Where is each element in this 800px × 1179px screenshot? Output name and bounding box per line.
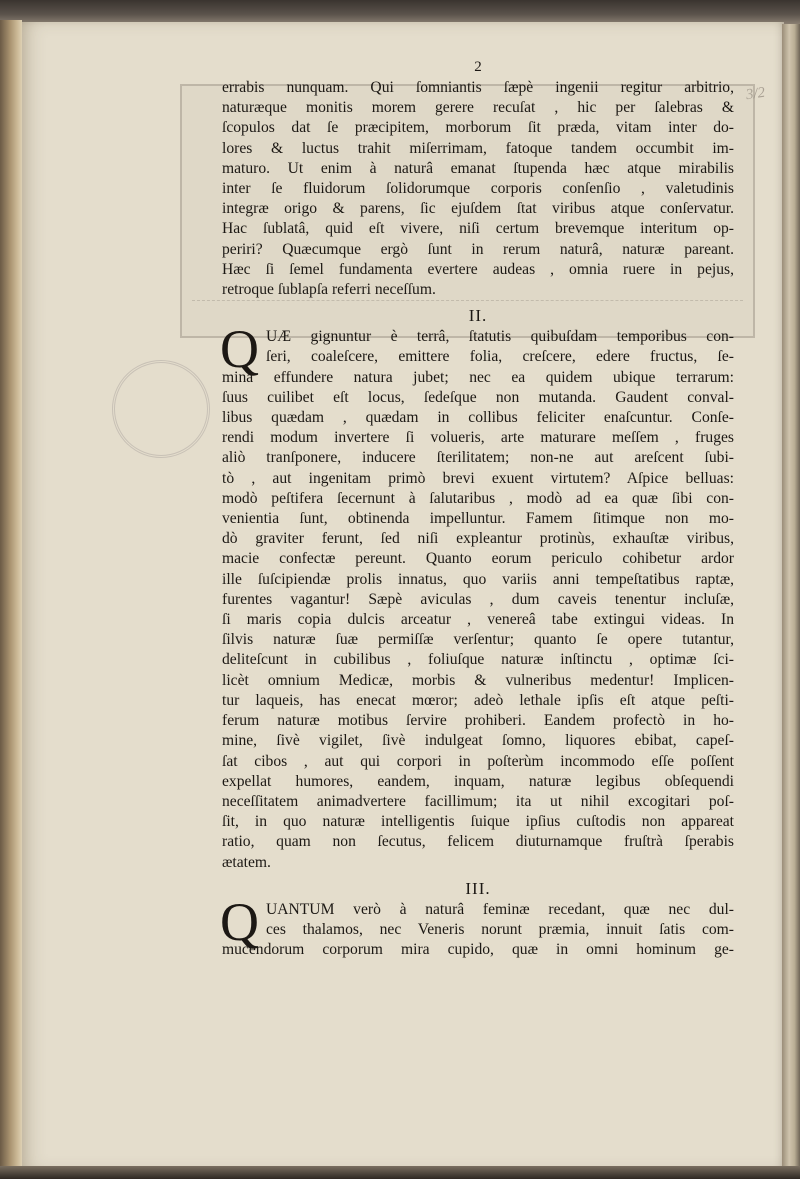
text-line: ratio, quam non ſecutus, felicem diuturnamque fruſtrà ſperabis	[222, 833, 734, 851]
text-line: mucendorum corporum mira cupido, quæ in omni hominum ge-	[222, 941, 734, 959]
text-line: UÆ gignuntur è terrâ, ſtatutis quibuſdam temporibus con-	[266, 328, 734, 346]
text-line: ſilvis naturæ ſuæ permiſſæ verſentur; quanto ſe opere tutantur,	[222, 631, 734, 649]
text-line: ille ſuſcipiendæ prolis innatus, quo variis anni tempeſtatibus raptæ,	[222, 570, 734, 588]
text-line: naturæque monitis morem gerere recuſat , hic per ſalebras &	[222, 99, 734, 117]
text-line: ætatem.	[222, 853, 271, 871]
text-line: deliteſcunt in cubilibus , foliuſque naturæ inſtinctu , optimæ ſci-	[222, 651, 734, 669]
text-line: rendi modum invertere ſi volueris, arte maturare meſſem , fruges	[222, 429, 734, 447]
text-line: libus quædam , quædam in collibus feliciter enaſcuntur. Conſe-	[222, 409, 734, 427]
text-line: inter ſe fluidorum ſolidorumque corporis conſenſio , valetudinis	[222, 180, 734, 198]
text-line: furentes vagantur! Sæpè aviculas , dum caveis tenentur incluſæ,	[222, 590, 734, 608]
text-block	[222, 58, 734, 960]
paragraph	[220, 319, 734, 872]
text-line: retroque ſublapſa referri neceſſum.	[222, 281, 436, 299]
text-line: maturo. Ut enim à naturâ emanat ſtupenda hæc atque mirabilis	[222, 159, 734, 177]
page-number: 2	[474, 59, 482, 75]
paragraph	[220, 891, 734, 961]
text-line: Hac ſublatâ, quid eſt vivere, niſi certum brevemque interitum op-	[222, 220, 734, 238]
text-line: integræ origo & parens, ſic ejuſdem ſtat viribus atque conſervatur.	[222, 200, 734, 218]
text-line: periri? Quæcumque ergò ſunt in rerum naturâ, naturæ pareant.	[222, 240, 734, 258]
text-line: aliò tranſponere, inducere ſterilitatem; non-ne aut areſcent ſubi-	[222, 449, 734, 467]
text-line: ſi maris copia dulcis arceatur , venereâ tabe extingui videas. In	[222, 611, 734, 629]
text-line: Hæc ſi ſemel fundamenta evertere audeas , omnia ruere in pejus,	[222, 260, 734, 278]
text-line: licèt omnium Medicæ, morbis & vulneribus medentur! Implicen-	[222, 671, 734, 689]
text-line: neceſſitatem animadvertere facillimum; ita ut nihil excogitari poſ-	[222, 792, 734, 810]
text-line: dò graviter ferunt, ſed niſi expleantur protinùs, exhauſtæ viribus,	[222, 530, 734, 548]
drop-cap: Q	[220, 319, 259, 380]
text-line: ces thalamos, nec Veneris norunt præmia, innuit ſatis com-	[266, 920, 734, 938]
text-line: UANTUM verò à naturâ feminæ recedant, quæ nec dul-	[266, 900, 734, 918]
text-line: errabis nunquam. Qui ſomniantis ſæpè ingenii regitur arbitrio,	[222, 79, 734, 96]
text-line: macie confectæ pereunt. Quanto eorum periculo cohibetur ardor	[222, 550, 734, 568]
section-heading: III.	[465, 878, 491, 898]
text-line: ſeri, coaleſcere, emittere folia, creſcere, edere fructus, ſe-	[266, 348, 734, 366]
text-line: expellat humores, eandem, inquam, naturæ legibus obſequendi	[222, 772, 734, 790]
margin-note: 3/2	[744, 84, 767, 104]
content	[222, 78, 734, 960]
text-line: ſcopulos dat ſe præcipitem, morborum ſit præda, vitam inter do-	[222, 119, 734, 137]
text-line: modò peſtifera ſecernunt à ſalutaribus , modò ad ea quæ ſibi con-	[222, 489, 734, 507]
text-line: ferum naturæ motibus ſervire prohiberi. Eandem profectò in ho-	[222, 712, 734, 730]
text-line: lores & luctus trahit miſerrimam, fatoque tandem occumbit im-	[222, 139, 734, 157]
paragraph	[222, 78, 734, 300]
book-binding	[0, 20, 22, 1179]
text-line: tò , aut ingenitam primò brevi exuent virtutem? Aſpice belluas:	[222, 469, 734, 487]
book-bottom-edge	[0, 1166, 800, 1179]
book-fore-edge	[782, 24, 800, 1179]
text-line: tur laqueis, has enecat mœror; adeò lethale ipſis eſt atque peſti-	[222, 691, 734, 709]
text-line: ſuus cuilibet eſt locus, ſedeſque non mutanda. Gaudent conval-	[222, 388, 734, 406]
book-top-edge	[0, 0, 800, 24]
text-line: ſit, in quo naturæ intelligentis ſuique ipſius cuſtodis non appareat	[222, 813, 734, 831]
drop-cap: Q	[220, 891, 259, 952]
text-line: mina effundere natura jubet; nec ea quidem ubique terrarum:	[222, 368, 734, 386]
section-heading: II.	[468, 306, 488, 326]
text-line: ſat cibos , aut qui corpori in poſterùm incommodo eſſe poſſent	[222, 752, 734, 770]
text-line: venientia ſunt, obtinenda impelluntur. Famem ſitimque non mo-	[222, 510, 734, 528]
text-line: mine, ſivè vigilet, ſivè indulgeat ſomno, liquores ebibat, capeſ-	[222, 732, 734, 750]
